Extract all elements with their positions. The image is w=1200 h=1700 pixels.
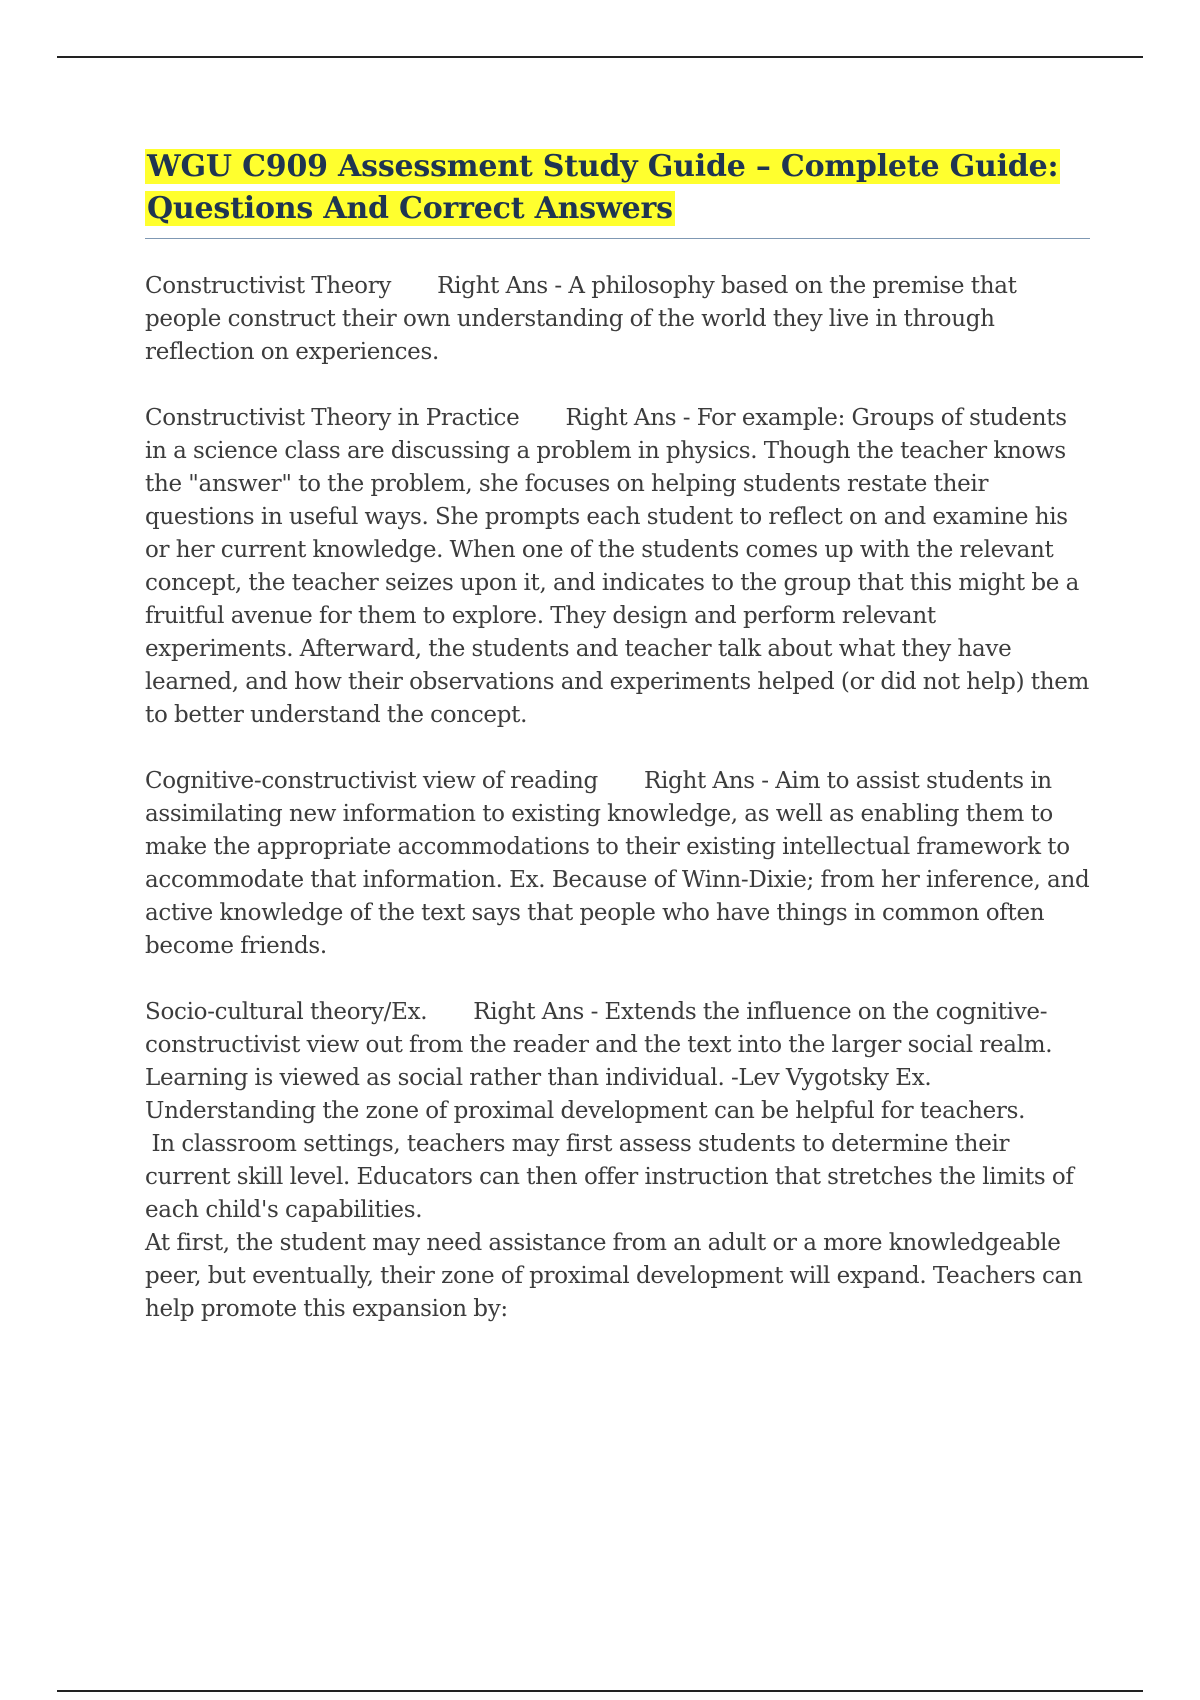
title-underline <box>145 238 1090 239</box>
entry-term: Cognitive-constructivist view of reading <box>145 768 598 794</box>
document-title <box>145 146 1090 230</box>
entry-answer: Right Ans - Aim to assist students in assimilating new information to existing knowledge, as well as enabling them to make the appropriate accommodations to their existing intellectual framework to accommodate that information. Ex. Because of Winn-Dixie; from her inference, and active knowledge of the text says that people who have things in common often become friends. <box>145 768 1090 959</box>
qa-entry-socio-cultural-theory <box>145 996 1090 1326</box>
entry-answer: Right Ans - Extends the influence on the cognitive-constructivist view out from the reader and the text into the larger social realm. Learning is viewed as social rather than individual. -Lev Vygotsky Ex. Understanding the zone of proximal development can be helpful for teachers. <box>145 999 1053 1124</box>
title-highlight: WGU C909 Assessment Study Guide – Complete Guide: Questions And Correct Answers <box>147 149 1059 226</box>
entry-answer: Right Ans - For example: Groups of students in a science class are discussing a problem in physics. Though the teacher knows the "answer" to the problem, she focuses on helping students restate their questions in useful ways. She prompts each student to reflect on and examine his or her current knowledge. When one of the students comes up with the relevant concept, the teacher seizes upon it, and indicates to the group that this might be a fruitful avenue for them to explore. They design and perform relevant experiments. Afterward, the students and teacher talk about what they have learned, and how their observations and experiments helped (or did not help) them to better understand the concept. <box>145 405 1090 728</box>
bottom-rule <box>57 1690 1143 1692</box>
entry-term: Socio-cultural theory/Ex. <box>145 999 428 1025</box>
entry-continuation: At first, the student may need assistance from an adult or a more knowledgeable peer, but eventually, their zone of proximal development will expand. Teachers can help promote this expansion by: <box>145 1230 1083 1322</box>
qa-list <box>145 270 1090 1326</box>
qa-entry-cognitive-constructivist-reading <box>145 765 1090 963</box>
entry-term: Constructivist Theory <box>145 273 392 299</box>
entry-term: Constructivist Theory in Practice <box>145 405 520 431</box>
qa-entry-constructivist-theory <box>145 270 1090 369</box>
entry-answer: Right Ans - A philosophy based on the premise that people construct their own understanding of the world they live in through reflection on experiences. <box>145 273 1017 365</box>
top-rule <box>57 56 1143 58</box>
document-body <box>145 146 1090 1359</box>
entry-continuation: In classroom settings, teachers may first assess students to determine their current skill level. Educators can then offer instruction that stretches the limits of each child's capabilities. <box>145 1131 1081 1223</box>
qa-entry-constructivist-practice <box>145 402 1090 732</box>
